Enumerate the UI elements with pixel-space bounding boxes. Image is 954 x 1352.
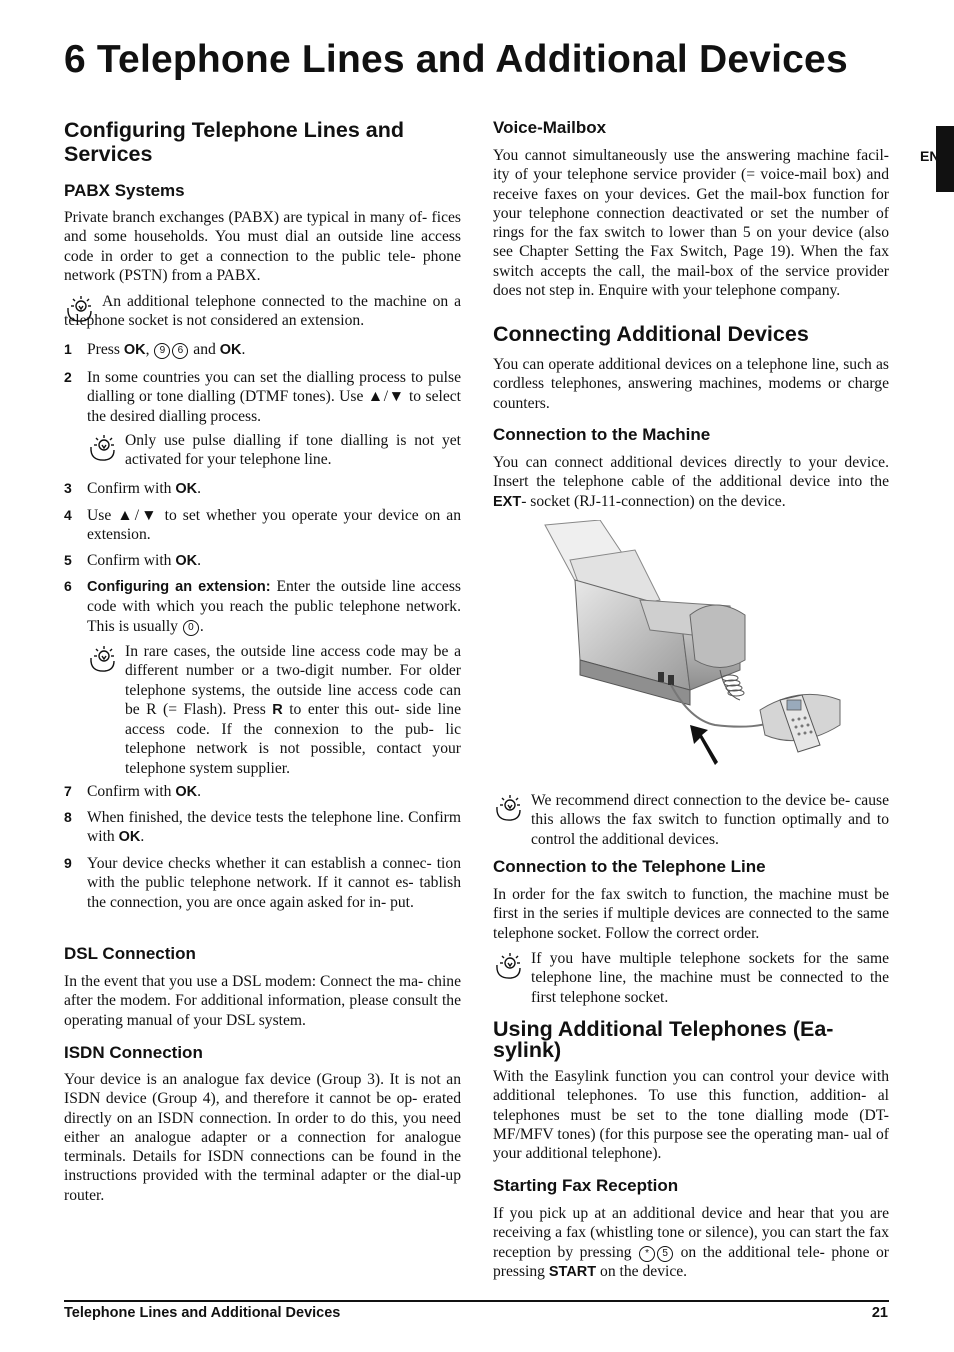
- section-title-configuring: Configuring Telephone Lines and Services: [64, 118, 405, 166]
- step-text: .: [199, 617, 204, 635]
- step-number: 6: [64, 578, 72, 594]
- tip-pulse-text: Only use pulse dialling if tone dialling is not yet activated for your telephone line.: [125, 432, 461, 469]
- ok-key: OK: [123, 342, 146, 358]
- step-text: .: [197, 480, 202, 497]
- step-2: [64, 368, 461, 426]
- pabx-intro: Private branch exchanges (PABX) are typical in many of- fices and some households. You must dial an outside line access code in order to get a connection to the public tele- phone network (PSTN) from a PABX.: [64, 209, 461, 284]
- step-4: [64, 506, 461, 545]
- step-7: [64, 782, 461, 802]
- tip-rare-text: In rare cases, the outside line access code may be a different number or a two-digit number. For older telephone systems, the outside line access code can be R (= Flash). Press: [125, 643, 461, 718]
- step-number: 2: [64, 369, 72, 385]
- start-key: START: [548, 1263, 597, 1280]
- ok-key: OK: [118, 829, 141, 846]
- fax-reception-text: on the additional tele- phone or pressing: [493, 1243, 889, 1280]
- tip-pulse: [87, 431, 461, 470]
- step-8: [64, 808, 461, 848]
- footer-chapter-title: Telephone Lines and Additional Devices: [64, 1305, 341, 1321]
- tip-rare-text: to enter this out- side line access code. If the connexion to the pub- lic telephone network is not possible, contact your telephone system supplier.: [125, 700, 462, 777]
- step-9: [64, 854, 461, 912]
- step-text: Press: [87, 341, 124, 358]
- step-text: .: [140, 828, 145, 846]
- heading-connecting: Connecting Additional Devices: [493, 322, 809, 346]
- step-1: [64, 340, 461, 360]
- fax-reception-text: If you pick up at an additional device and hear that you are receiving a fax (whistling tone or silence), you can start the fax reception by pressing: [493, 1205, 889, 1261]
- step-6: [64, 577, 461, 636]
- step-text: Enter the outside line access code with which you reach the public telephone network. This is usually: [87, 578, 461, 635]
- tip-multiple-sockets: [493, 949, 889, 1007]
- step-text: Your device checks whether it can establish a connec- tion with the public telephone network. If it cannot es- tablish the connection, you are once again asked for in- put.: [87, 855, 461, 911]
- ok-key: OK: [175, 481, 198, 497]
- tip-extension-text: An additional telephone connected to the machine on a telephone socket is not considered an extension.: [64, 293, 461, 330]
- step-text: Confirm with: [87, 480, 176, 497]
- heading-machine: Connection to the Machine: [493, 425, 711, 444]
- step-number: 1: [64, 341, 72, 357]
- step-text: Use ▲/▼ to set whether you operate your device on an extension.: [87, 507, 461, 544]
- tip-direct-text: We recommend direct connection to the device be- cause this allows the fax switch to function optimally and to control the additional devices.: [531, 792, 889, 848]
- key-5-icon: 5: [657, 1246, 673, 1262]
- tip-lightbulb-icon: [493, 793, 523, 823]
- fax-reception-text: on the device.: [596, 1262, 688, 1280]
- heading-easylink: Using Additional Telephones (Ea- sylink): [493, 1017, 834, 1062]
- step-text: Confirm with: [87, 783, 176, 800]
- heading-fax-reception: Starting Fax Reception: [493, 1176, 679, 1195]
- step-number: 4: [64, 507, 72, 523]
- heading-voicemail: Voice-Mailbox: [493, 118, 607, 137]
- ok-key: OK: [219, 342, 242, 358]
- language-tab-label: EN: [920, 148, 940, 164]
- connecting-text: You can operate additional devices on a telephone line, such as cordless telephones, answering machines, modems or charge counters.: [493, 356, 889, 412]
- step-number: 7: [64, 783, 72, 799]
- tip-direct-connection: [493, 791, 889, 849]
- step-5: [64, 551, 461, 571]
- isdn-text: Your device is an analogue fax device (Group 3). It is not an ISDN device (Group 4), and therefore it cannot be op- erated directly on an ISDN connection. In order to do this, you need either an analogue adapter or a connection for analogue terminals. Details for ISDN connections can be found in the instructions provided with the terminal adapter or the dial-up router.: [64, 1071, 461, 1204]
- step-3: [64, 479, 461, 499]
- step-text: and: [189, 341, 220, 358]
- ext-socket-label: EXT: [493, 493, 522, 510]
- tip-multiple-text: If you have multiple telephone sockets for the same telephone line, the machine must be connected to the first telephone socket.: [531, 950, 889, 1006]
- heading-pabx: PABX Systems: [64, 181, 185, 200]
- step-text: In some countries you can set the dialling process to pulse dialling or tone dialling (DTMF tones). Use ▲/▼ to select the desired dialling process.: [87, 369, 461, 425]
- tip-extension: [64, 292, 461, 331]
- step-text: When finished, the device tests the telephone line. Confirm with: [87, 809, 461, 846]
- step-number: 8: [64, 809, 72, 825]
- tip-lightbulb-icon: [87, 433, 117, 463]
- tip-rare-cases: [87, 642, 461, 778]
- step-text: .: [197, 552, 202, 569]
- tip-lightbulb-icon: [64, 294, 94, 324]
- step-text: .: [197, 783, 202, 800]
- key-star-icon: *: [639, 1246, 655, 1262]
- heading-telephone-line: Connection to the Telephone Line: [493, 857, 766, 876]
- step-number: 5: [64, 552, 72, 568]
- r-key: R: [272, 701, 283, 718]
- machine-text: - socket (RJ-11-connection) on the device.: [521, 492, 786, 510]
- step-text: Confirm with: [87, 552, 176, 569]
- ok-key: OK: [175, 784, 198, 800]
- step-bold-label: Configuring an extension:: [87, 579, 271, 595]
- footer-rule: [64, 1300, 889, 1302]
- step-number: 9: [64, 855, 72, 871]
- heading-isdn: ISDN Connection: [64, 1043, 203, 1062]
- tip-lightbulb-icon: [493, 951, 523, 981]
- ok-key: OK: [175, 553, 198, 569]
- key-0-icon: 0: [183, 620, 199, 636]
- dsl-text: In the event that you use a DSL modem: Connect the ma- chine after the modem. For additional information, please consult the operating manual of your DSL system.: [64, 973, 461, 1029]
- tip-lightbulb-icon: [87, 644, 117, 674]
- key-9-icon: 9: [154, 343, 170, 359]
- step-text: .: [241, 341, 246, 358]
- easylink-text: With the Easylink function you can control your device with additional telephones. To use this function, addition- al telephones must be set to the tone dialling mode (DT- MF/MFV tones) (for this purpose see the operating man- ual of your additional telephone).: [493, 1068, 889, 1163]
- fax-and-phone-illustration: [540, 520, 850, 770]
- step-text: ,: [145, 341, 154, 358]
- page-title: 6 Telephone Lines and Additional Devices: [64, 38, 848, 81]
- machine-text: You can connect additional devices directly to your device. Insert the telephone cable of the additional device into the: [493, 454, 889, 491]
- page-number: 21: [871, 1305, 888, 1321]
- voicemail-text: You cannot simultaneously use the answering machine facil- ity of your telephone service provider (= voice-mail box) and receive faxes on your devices. Get the mail-box function for your telephone connection deactivated or set the number of rings for the fax switch to lower than 5 on your device (also see Chapter Setting the Fax Switch, Page 19). When the fax switch accepts the call, the mail-box of the service provider does not step in. Enquire with your telephone company.: [493, 147, 889, 300]
- key-6-icon: 6: [172, 343, 188, 359]
- telephone-line-text: In order for the fax switch to function, the machine must be first in the series if multiple devices are connected to the same telephone socket. Follow the correct order.: [493, 886, 889, 942]
- step-number: 3: [64, 480, 72, 496]
- heading-dsl: DSL Connection: [64, 944, 196, 963]
